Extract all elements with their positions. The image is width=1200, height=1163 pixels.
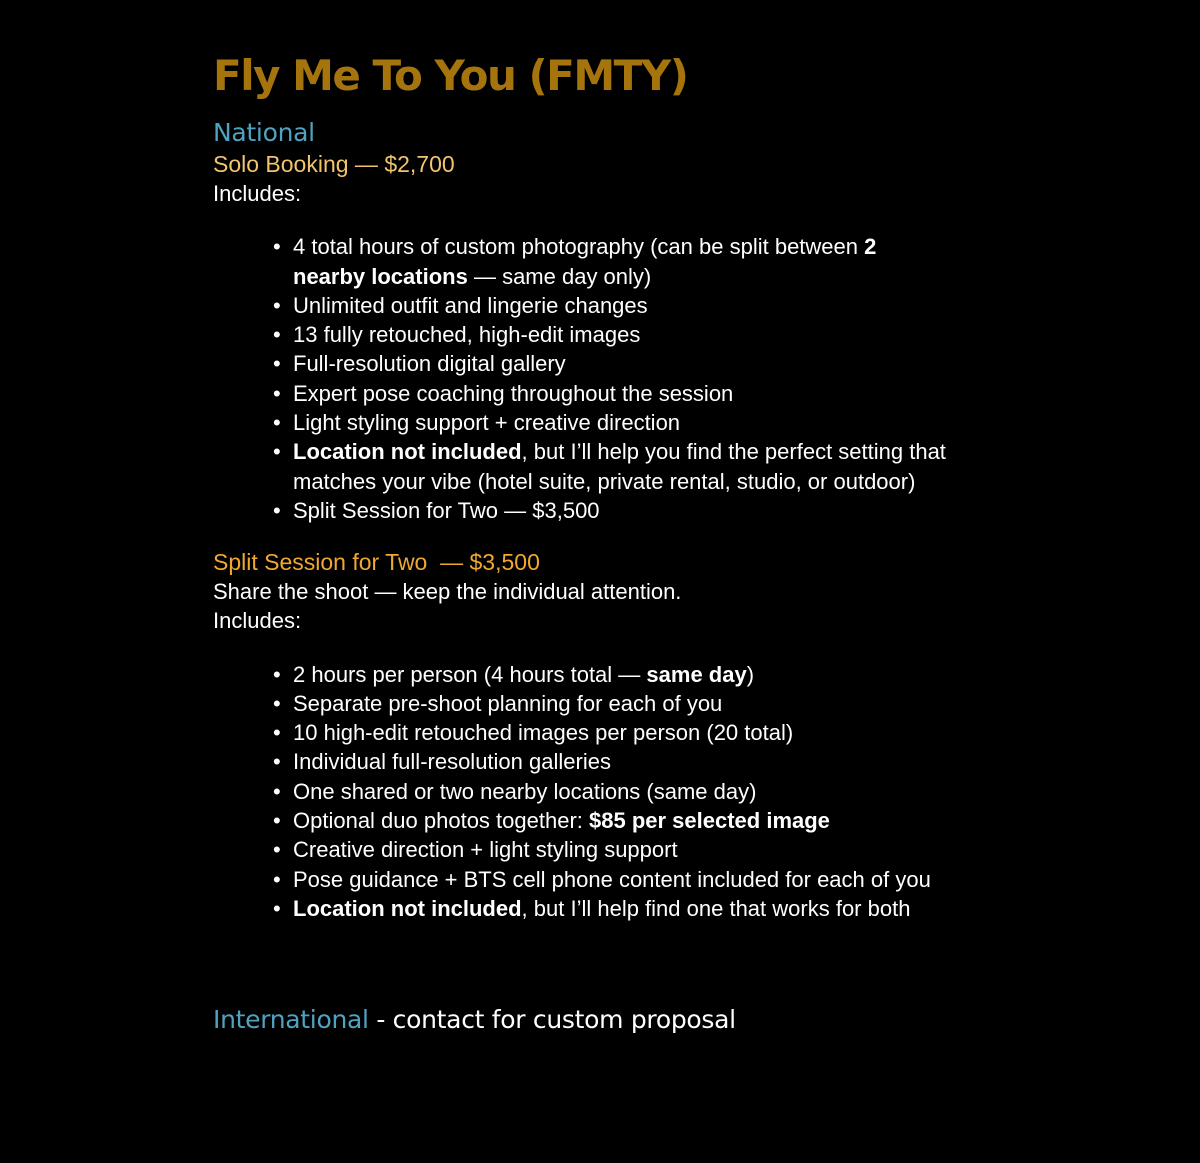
list-item: • Light styling support + creative direction bbox=[293, 408, 1013, 437]
list-item: • Pose guidance + BTS cell phone content included for each of you bbox=[293, 865, 1013, 894]
bullet-icon: • bbox=[273, 690, 281, 716]
bullet-icon: • bbox=[273, 837, 281, 863]
bullet-icon: • bbox=[273, 866, 281, 892]
bullet-icon: • bbox=[273, 895, 281, 921]
list-item: • 2 hours per person (4 hours total — same day) bbox=[293, 660, 1013, 689]
bullet-icon: • bbox=[273, 439, 281, 465]
solo-includes-label: Includes: bbox=[213, 181, 302, 206]
bullet-icon: • bbox=[273, 778, 281, 804]
bullet-icon: • bbox=[273, 661, 281, 687]
split-includes-label: Includes: bbox=[213, 608, 302, 634]
bullet-icon: • bbox=[273, 410, 281, 436]
list-item: • Location not included, but I’ll help you find the perfect setting that matches your vibe (hotel suite, private rental, studio, or outdoor) bbox=[273, 439, 946, 494]
list-item: • 4 total hours of custom photography (can be split between 2 nearby locations — same day only) bbox=[273, 234, 877, 289]
list-item: • Optional duo photos together: $85 per selected image bbox=[293, 806, 1013, 835]
bullet-icon: • bbox=[273, 749, 281, 775]
bullet-icon: • bbox=[273, 497, 281, 523]
bullet-icon: • bbox=[273, 292, 281, 318]
list-item: • Full-resolution digital gallery bbox=[293, 349, 1013, 378]
bullet-icon: • bbox=[273, 351, 281, 377]
bullet-icon: • bbox=[273, 808, 281, 834]
list-item: • Location not included, but I’ll help find one that works for both bbox=[293, 894, 1013, 923]
list-item: • Separate pre-shoot planning for each of you bbox=[293, 689, 1013, 718]
split-session-tagline: Share the shoot — keep the individual attention. bbox=[213, 579, 682, 604]
list-item: • Individual full-resolution galleries bbox=[293, 747, 1013, 776]
national-heading: National bbox=[213, 118, 315, 147]
solo-booking-section bbox=[213, 150, 1013, 525]
list-item: • 10 high-edit retouched images per person (20 total) bbox=[293, 718, 1013, 747]
list-item: • Creative direction + light styling support bbox=[293, 835, 1013, 864]
bullet-icon: • bbox=[273, 720, 281, 746]
bullet-icon: • bbox=[273, 322, 281, 348]
page-title: Fly Me To You (FMTY) bbox=[213, 51, 688, 100]
split-session-section bbox=[213, 548, 1013, 923]
split-features-list bbox=[213, 660, 1013, 924]
split-session-title: Split Session for Two — $3,500 bbox=[213, 549, 540, 575]
list-item: • One shared or two nearby locations (same day) bbox=[293, 777, 1013, 806]
solo-features-list bbox=[213, 232, 1013, 525]
solo-booking-title: Solo Booking — $2,700 bbox=[213, 151, 455, 177]
international-note: - contact for custom proposal bbox=[368, 1005, 736, 1034]
list-item: • Split Session for Two — $3,500 bbox=[293, 496, 1013, 525]
list-item: • Expert pose coaching throughout the session bbox=[293, 379, 1013, 408]
list-item: • 13 fully retouched, high-edit images bbox=[293, 320, 1013, 349]
bullet-icon: • bbox=[273, 380, 281, 406]
list-item: • Unlimited outfit and lingerie changes bbox=[293, 291, 1013, 320]
international-heading: International bbox=[213, 1005, 369, 1034]
international-line bbox=[213, 1005, 736, 1035]
bullet-icon: • bbox=[273, 234, 281, 260]
